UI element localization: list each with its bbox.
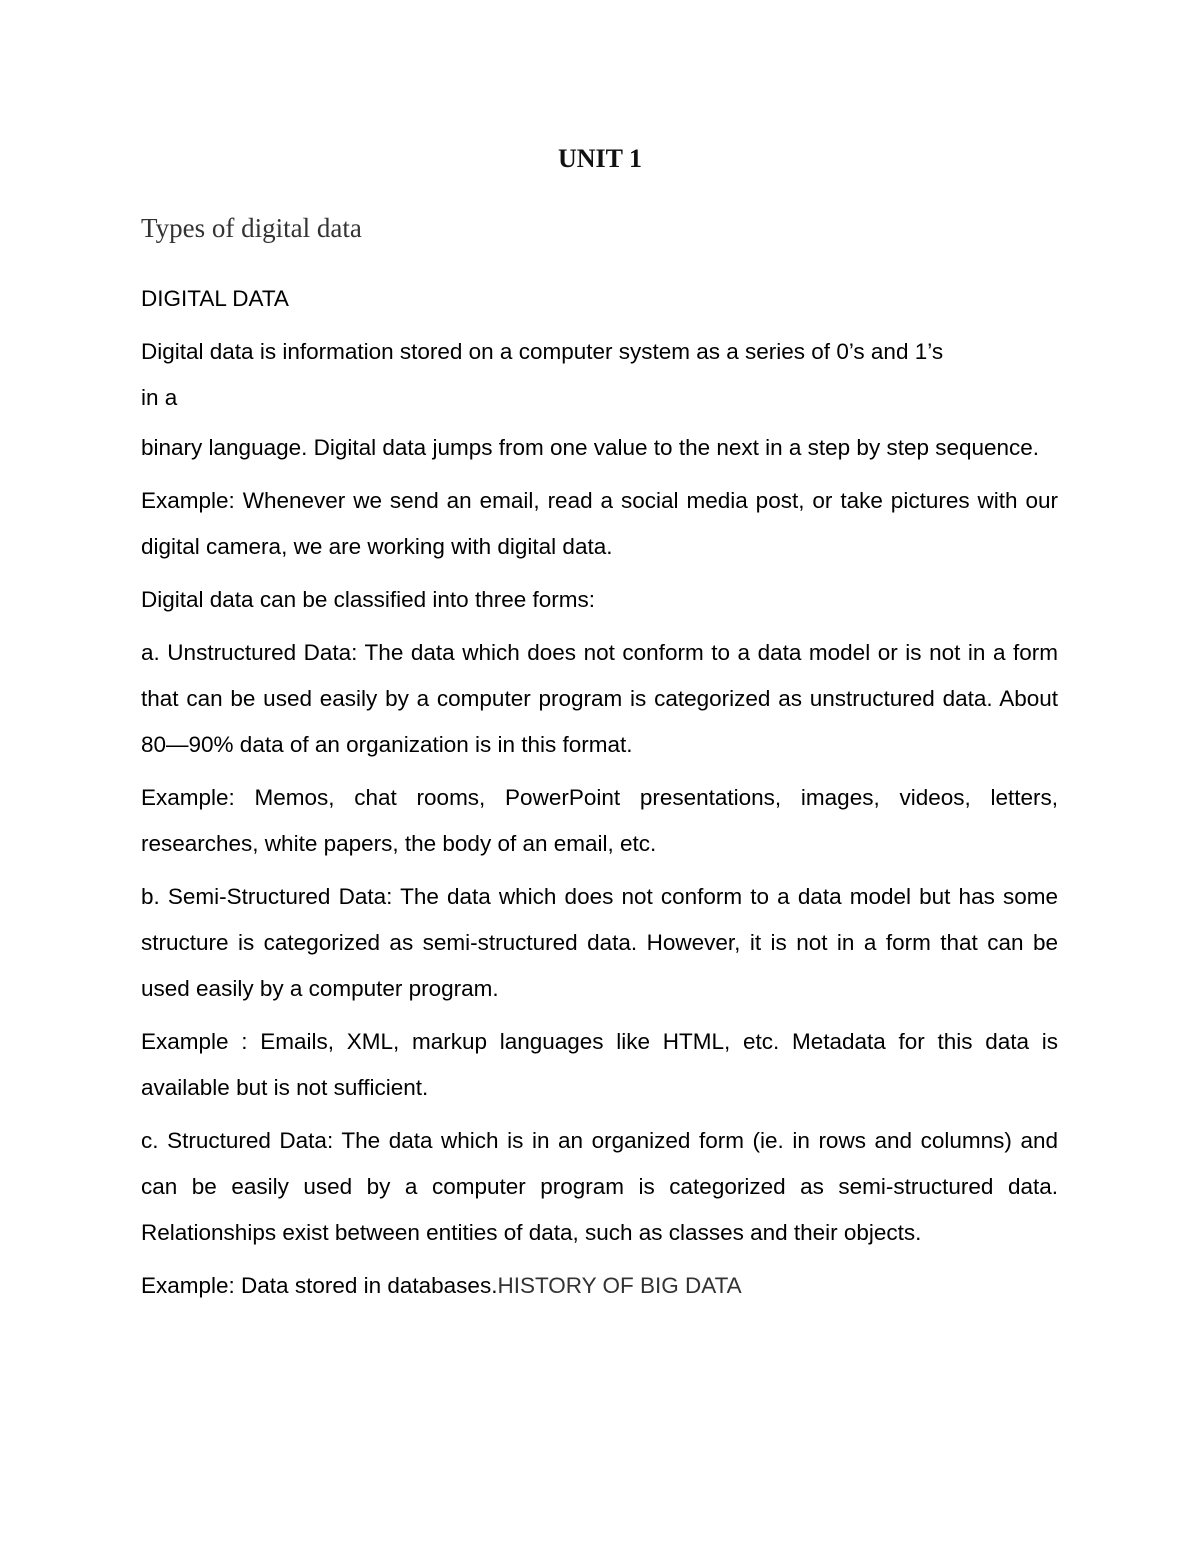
paragraph-example-email: Example: Whenever we send an email, read a social media post, or take pictures with our digital camera, we are working with digital data. [141, 488, 1058, 559]
paragraph-definition [141, 329, 1058, 421]
paragraph-structured-example [141, 1263, 1058, 1309]
paragraph-definition-line1: Digital data is information stored on a computer system as a series of 0’s and 1’s [141, 339, 944, 364]
structured-example-text: Example: Data stored in databases. [141, 1273, 498, 1298]
paragraph-classification: Digital data can be classified into three forms: [141, 587, 595, 612]
section-heading: Types of digital data [141, 213, 362, 243]
paragraph-semi-structured-example: Example : Emails, XML, markup languages like HTML, etc. Metadata for this data is available but is not sufficient. [141, 1029, 1058, 1100]
history-of-big-data-heading: HISTORY OF BIG DATA [497, 1273, 742, 1298]
paragraph-unstructured-example: Example: Memos, chat rooms, PowerPoint presentations, images, videos, letters, researches, white papers, the body of an email, etc. [141, 785, 1058, 856]
paragraph-binary-language: binary language. Digital data jumps from one value to the next in a step by step sequence. [141, 435, 1040, 460]
paragraph-semi-structured-data: b. Semi-Structured Data: The data which does not conform to a data model but has some structure is categorized as semi-structured data. However, it is not in a form that can be used easily by a computer program. [141, 884, 1058, 1001]
paragraph-structured-data: c. Structured Data: The data which is in an organized form (ie. in rows and columns) and can be easily used by a computer program is categorized as semi-structured data. Relationships exist between entities of data, such as classes and their objects. [141, 1128, 1058, 1245]
document-body [141, 276, 1058, 1316]
subheading-digital-data: DIGITAL DATA [141, 286, 289, 311]
paragraph-unstructured-data: a. Unstructured Data: The data which does not conform to a data model or is not in a form that can be used easily by a computer program is categorized as unstructured data. About 80—90% data of an organization is in this format. [141, 640, 1058, 757]
unit-title: UNIT 1 [557, 144, 643, 173]
paragraph-definition-line2: in a [141, 385, 178, 410]
